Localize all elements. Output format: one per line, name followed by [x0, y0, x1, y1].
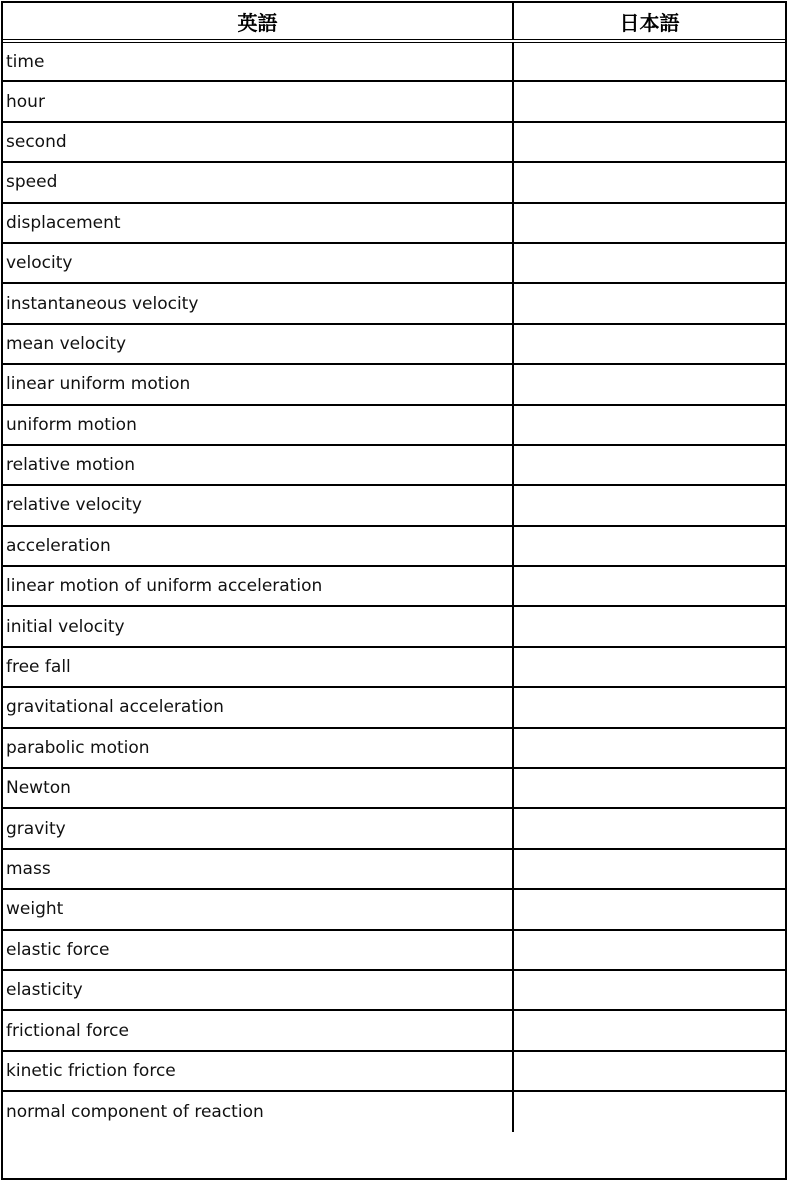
header-row	[3, 3, 785, 41]
english-term-cell: kinetic friction force	[3, 1051, 513, 1091]
english-term-cell: hour	[3, 81, 513, 121]
japanese-answer-cell[interactable]	[513, 364, 785, 404]
japanese-answer-cell[interactable]	[513, 930, 785, 970]
japanese-answer-cell[interactable]	[513, 566, 785, 606]
table-row	[3, 324, 785, 364]
japanese-answer-cell[interactable]	[513, 41, 785, 81]
table-row	[3, 203, 785, 243]
english-term-cell: speed	[3, 162, 513, 202]
english-term-cell: normal component of reaction	[3, 1091, 513, 1131]
english-term-cell: instantaneous velocity	[3, 283, 513, 323]
table-body	[3, 41, 785, 1132]
english-term-cell: gravity	[3, 808, 513, 848]
table-row	[3, 768, 785, 808]
japanese-answer-cell[interactable]	[513, 1051, 785, 1091]
table-row	[3, 566, 785, 606]
japanese-answer-cell[interactable]	[513, 162, 785, 202]
japanese-answer-cell[interactable]	[513, 889, 785, 929]
table-row	[3, 485, 785, 525]
vocabulary-table	[3, 3, 785, 1132]
japanese-answer-cell[interactable]	[513, 728, 785, 768]
table-row	[3, 970, 785, 1010]
japanese-answer-cell[interactable]	[513, 203, 785, 243]
english-term-cell: time	[3, 41, 513, 81]
header-english: 英語	[3, 3, 513, 41]
japanese-answer-cell[interactable]	[513, 283, 785, 323]
english-term-cell: initial velocity	[3, 606, 513, 646]
english-term-cell: parabolic motion	[3, 728, 513, 768]
japanese-answer-cell[interactable]	[513, 647, 785, 687]
japanese-answer-cell[interactable]	[513, 485, 785, 525]
japanese-answer-cell[interactable]	[513, 808, 785, 848]
table-row	[3, 162, 785, 202]
english-term-cell: mass	[3, 849, 513, 889]
table-row	[3, 1051, 785, 1091]
english-term-cell: relative velocity	[3, 485, 513, 525]
table-row	[3, 808, 785, 848]
english-term-cell: linear uniform motion	[3, 364, 513, 404]
table-row	[3, 849, 785, 889]
table-row	[3, 606, 785, 646]
table-row	[3, 243, 785, 283]
japanese-answer-cell[interactable]	[513, 243, 785, 283]
japanese-answer-cell[interactable]	[513, 768, 785, 808]
japanese-answer-cell[interactable]	[513, 606, 785, 646]
japanese-answer-cell[interactable]	[513, 849, 785, 889]
japanese-answer-cell[interactable]	[513, 1091, 785, 1131]
table-row	[3, 445, 785, 485]
english-term-cell: relative motion	[3, 445, 513, 485]
english-term-cell: acceleration	[3, 526, 513, 566]
japanese-answer-cell[interactable]	[513, 122, 785, 162]
vocabulary-sheet	[1, 1, 787, 1180]
english-term-cell: elastic force	[3, 930, 513, 970]
english-term-cell: free fall	[3, 647, 513, 687]
english-term-cell: Newton	[3, 768, 513, 808]
english-term-cell: mean velocity	[3, 324, 513, 364]
table-row	[3, 81, 785, 121]
japanese-answer-cell[interactable]	[513, 687, 785, 727]
table-row	[3, 647, 785, 687]
english-term-cell: second	[3, 122, 513, 162]
english-term-cell: frictional force	[3, 1010, 513, 1050]
table-row	[3, 41, 785, 81]
japanese-answer-cell[interactable]	[513, 81, 785, 121]
table-row	[3, 1091, 785, 1131]
english-term-cell: velocity	[3, 243, 513, 283]
table-row	[3, 687, 785, 727]
japanese-answer-cell[interactable]	[513, 970, 785, 1010]
japanese-answer-cell[interactable]	[513, 526, 785, 566]
english-term-cell: weight	[3, 889, 513, 929]
table-row	[3, 728, 785, 768]
japanese-answer-cell[interactable]	[513, 405, 785, 445]
table-row	[3, 283, 785, 323]
english-term-cell: elasticity	[3, 970, 513, 1010]
table-row	[3, 122, 785, 162]
header-japanese: 日本語	[513, 3, 785, 41]
japanese-answer-cell[interactable]	[513, 324, 785, 364]
english-term-cell: gravitational acceleration	[3, 687, 513, 727]
english-term-cell: uniform motion	[3, 405, 513, 445]
table-row	[3, 364, 785, 404]
japanese-answer-cell[interactable]	[513, 1010, 785, 1050]
english-term-cell: displacement	[3, 203, 513, 243]
english-term-cell: linear motion of uniform acceleration	[3, 566, 513, 606]
table-row	[3, 526, 785, 566]
table-row	[3, 889, 785, 929]
table-row	[3, 1010, 785, 1050]
table-row	[3, 405, 785, 445]
japanese-answer-cell[interactable]	[513, 445, 785, 485]
table-row	[3, 930, 785, 970]
